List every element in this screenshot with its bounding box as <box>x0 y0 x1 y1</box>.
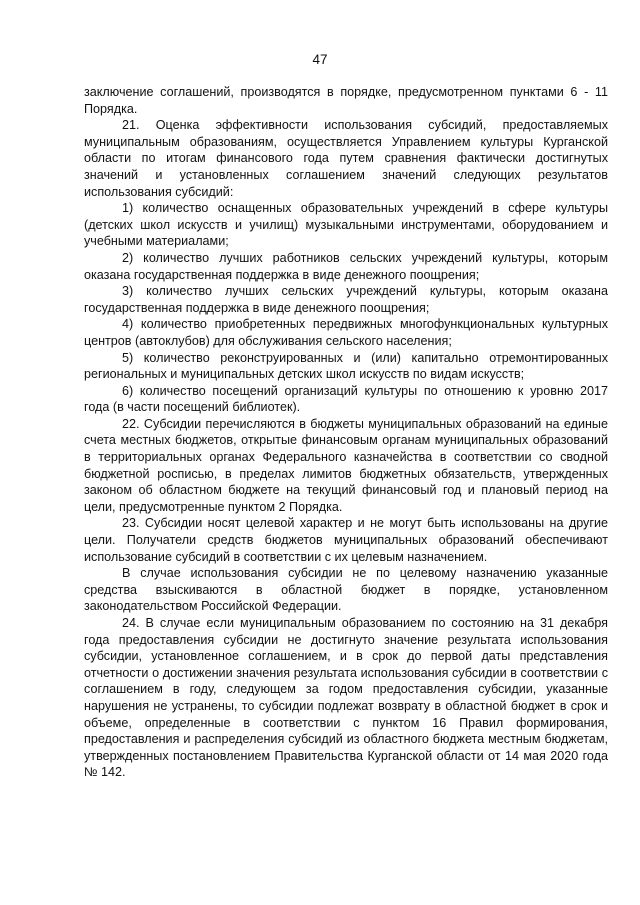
document-body <box>84 84 608 781</box>
paragraph-continuation: заключение соглашений, производятся в порядке, предусмотренном пунктами 6 - 11 Порядка. <box>84 85 608 116</box>
paragraph-result-3: 3) количество лучших сельских учреждений культуры, которым оказана государственная поддержка в виде денежного поощрения; <box>84 284 608 315</box>
paragraph-item-24: 24. В случае если муниципальным образованием по состоянию на 31 декабря года предоставления субсидии не достигнуто значение результата использования субсидии, установленное соглашением, и в срок до первой даты представления отчетности о достижении значения результата использования субсидии в соответствии с соглашением в году, следующем за годом предоставления субсидии, указанные нарушения не устранены, то субсидии подлежат возврату в областной бюджет в срок и объеме, определенные в соответствии с пунктом 16 Правил формирования, предоставления и распределения субсидий из областного бюджета местным бюджетам, утвержденных постановлением Правительства Курганской области от 14 мая 2020 года № 142. <box>84 616 608 780</box>
paragraph-misuse: В случае использования субсидии не по целевому назначению указанные средства взыскиваются в областной бюджет в порядке, установленном законодательством Российской Федерации. <box>84 566 608 614</box>
page-number: 47 <box>312 52 328 67</box>
paragraph-result-4: 4) количество приобретенных передвижных многофункциональных культурных центров (автоклубов) для обслуживания сельского населения; <box>84 317 608 348</box>
paragraph-result-5: 5) количество реконструированных и (или) капитально отремонтированных региональных и муниципальных детских школ искусств по видам искусств; <box>84 350 608 382</box>
paragraph-result-6: 6) количество посещений организаций культуры по отношению к уровню 2017 года (в части посещений библиотек). <box>84 383 608 415</box>
paragraph-item-21: 21. Оценка эффективности использования субсидий, предоставляемых муниципальным образованиям, осуществляется Управлением культуры Курганской области по итогам финансового года путем сравнения фактически достигнутых значений и установленных соглашением значений следующих результатов использования субсидий: <box>84 118 608 199</box>
paragraph-item-23: 23. Субсидии носят целевой характер и не могут быть использованы на другие цели. Получатели средств бюджетов муниципальных образований обеспечивают использование субсидий в соответствии с их целевым назначением. <box>84 516 608 564</box>
paragraph-result-1: 1) количество оснащенных образовательных учреждений в сфере культуры (детских школ искусств и училищ) музыкальными инструментами, оборудованием и учебными материалами; <box>84 201 608 249</box>
paragraph-item-22: 22. Субсидии перечисляются в бюджеты муниципальных образований на единые счета местных бюджетов, открытые финансовым органам муниципальных образований в территориальных органах Федерального казначейства в соответствии со сводной бюджетной росписью, в пределах лимитов бюджетных обязательств, утвержденных законом об областном бюджете на текущий финансовый год и плановый период на цели, предусмотренные пунктом 2 Порядка. <box>84 416 608 514</box>
paragraph-result-2: 2) количество лучших работников сельских учреждений культуры, которым оказана государственная поддержка в виде денежного поощрения; <box>84 250 608 282</box>
